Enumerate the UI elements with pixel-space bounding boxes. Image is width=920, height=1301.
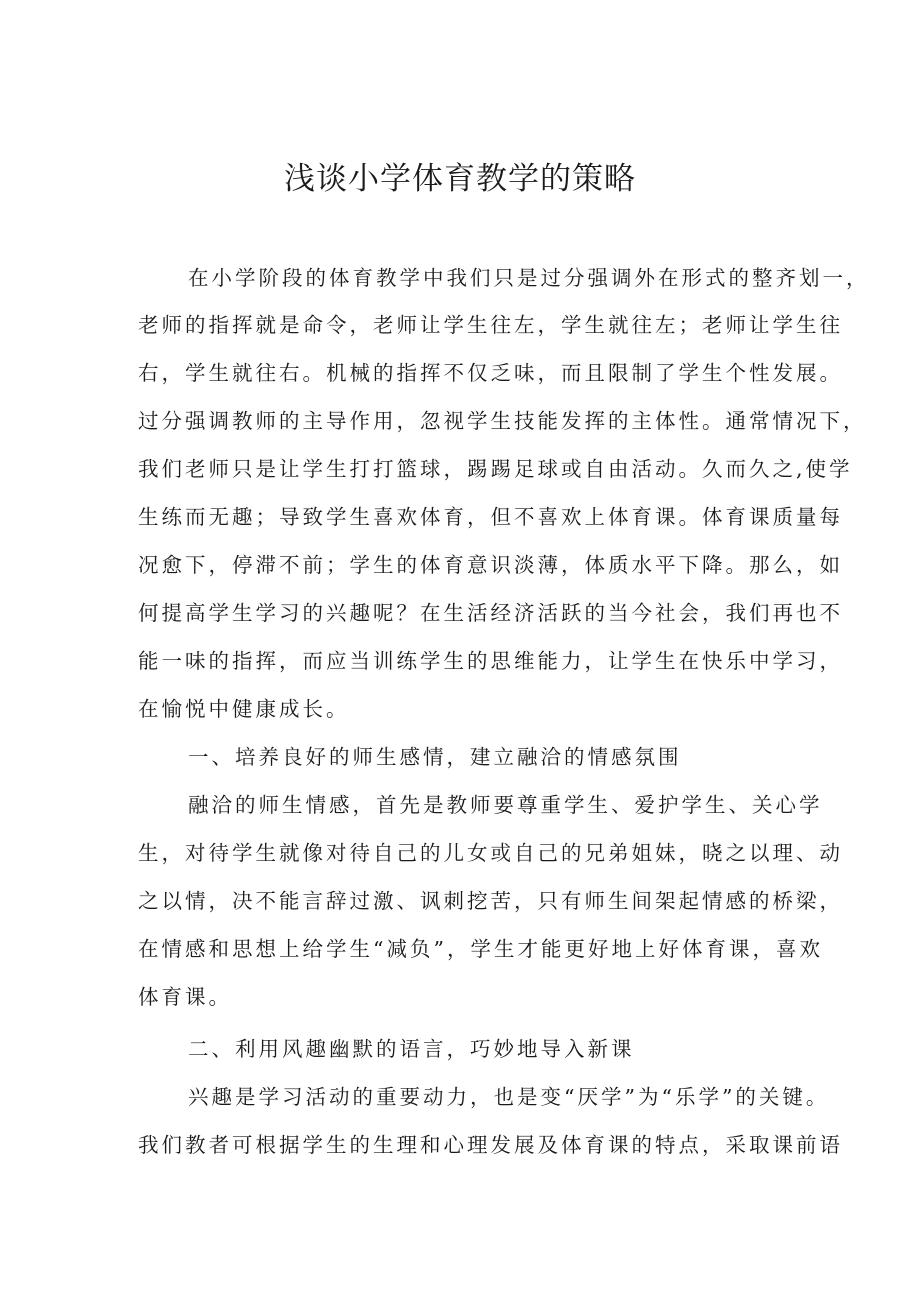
paragraph-line: 融洽的师生情感，首先是教师要尊重学生、爱护学生、关心学 [188,793,823,817]
section-heading: 一、培养良好的师生感情，建立融洽的情感氛围 [188,745,682,769]
paragraph-line: 能一味的指挥，而应当训练学生的思维能力，让学生在快乐中学习， [138,649,843,673]
paragraph-line: 过分强调教师的主导作用，忽视学生技能发挥的主体性。通常情况下， [138,409,867,433]
paragraph-line: 在情感和思想上给学生“减负”，学生才能更好地上好体育课，喜欢 [138,937,823,961]
paragraph-line: 之以情，决不能言辞过激、讽刺挖苦，只有师生间架起情感的桥梁， [138,889,843,913]
paragraph-line: 体育课。 [138,985,232,1009]
paragraph-line: 生，对待学生就像对待自己的儿女或自己的兄弟姐妹，晓之以理、动 [138,841,843,865]
paragraph-line: 右，学生就往右。机械的指挥不仅乏味，而且限制了学生个性发展。 [138,361,843,385]
paragraph-line: 何提高学生学习的兴趣呢？在生活经济活跃的当今社会，我们再也不 [138,601,843,625]
paragraph-line: 生练而无趣；导致学生喜欢体育，但不喜欢上体育课。体育课质量每 [138,505,843,529]
section-heading: 二、利用风趣幽默的语言，巧妙地导入新课 [188,1037,635,1061]
paragraph-line: 老师的指挥就是命令，老师让学生往左，学生就往左；老师让学生往 [138,313,843,337]
document-title: 浅谈小学体育教学的策略 [284,161,636,197]
paragraph-line: 我们教者可根据学生的生理和心理发展及体育课的特点，采取课前语 [138,1133,843,1157]
paragraph-line: 况愈下，停滞不前；学生的体育意识淡薄，体质水平下降。那么，如 [138,553,843,577]
paragraph-line: 兴趣是学习活动的重要动力，也是变“厌学”为“乐学”的关键。 [188,1085,830,1109]
paragraph-line: 我们老师只是让学生打打篮球，踢踢足球或自由活动。久而久之,使学 [138,457,853,481]
paragraph-line: 在愉悦中健康成长。 [138,697,350,721]
paragraph-line: 在小学阶段的体育教学中我们只是过分强调外在形式的整齐划一， [188,266,870,290]
